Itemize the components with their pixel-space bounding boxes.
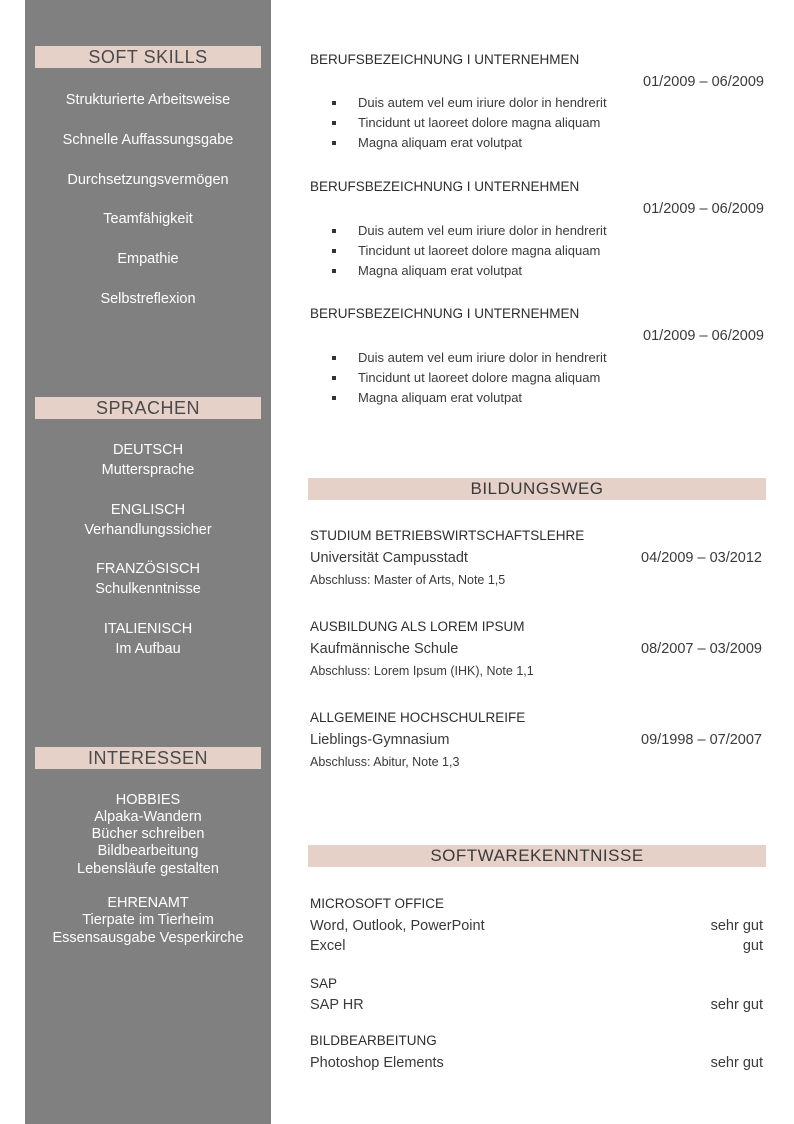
education-date: 09/1998 – 07/2007 (641, 732, 762, 748)
bullet-item: Tincidunt ut laoreet dolore magna aliquam (330, 113, 607, 133)
hobby-item: Bildbearbeitung (97, 843, 199, 859)
education-institution: Universität Campusstadt (310, 550, 468, 566)
interests-heading: INTERESSEN (35, 747, 261, 769)
job-bullets (330, 348, 607, 408)
software-item: Excel (310, 938, 346, 954)
education-date: 08/2007 – 03/2009 (641, 641, 762, 657)
hobbies-label: HOBBIES (115, 792, 181, 808)
software-level: sehr gut (710, 997, 763, 1013)
software-item: SAP HR (310, 997, 364, 1013)
software-heading: SOFTWAREKENNTNISSE (308, 845, 766, 867)
language-level: Schulkenntnisse (95, 581, 201, 597)
education-date: 04/2009 – 03/2012 (641, 550, 762, 566)
bullet-item: Magna aliquam erat volutpat (330, 261, 607, 281)
software-level: sehr gut (710, 1055, 763, 1071)
education-title: STUDIUM BETRIEBSWIRTSCHAFTSLEHRE (310, 528, 585, 543)
sidebar (25, 0, 271, 1124)
bullet-item: Duis autem vel eum iriure dolor in hendrerit (330, 221, 607, 241)
job-title: BERUFSBEZEICHNUNG I UNTERNEHMEN (310, 306, 580, 321)
volunteer-item: Tierpate im Tierheim (82, 912, 214, 928)
soft-skill-item: Schnelle Auffassungsgabe (62, 132, 234, 148)
language-name: ITALIENISCH (103, 621, 193, 637)
software-category: MICROSOFT OFFICE (310, 896, 444, 911)
education-title: ALLGEMEINE HOCHSCHULREIFE (310, 710, 526, 725)
soft-skill-item: Teamfähigkeit (103, 211, 193, 227)
hobby-item: Alpaka-Wandern (94, 809, 202, 825)
software-item: Word, Outlook, PowerPoint (310, 918, 485, 934)
software-category: SAP (310, 976, 338, 991)
bullet-square-icon (332, 101, 336, 105)
bullet-item: Magna aliquam erat volutpat (330, 133, 607, 153)
language-name: DEUTSCH (112, 442, 184, 458)
job-bullets (330, 221, 607, 281)
soft-skill-item: Selbstreflexion (100, 291, 196, 307)
bullet-square-icon (332, 249, 336, 253)
bullet-item: Duis autem vel eum iriure dolor in hendrerit (330, 93, 607, 113)
bullet-square-icon (332, 229, 336, 233)
soft-skills-heading: SOFT SKILLS (35, 46, 261, 68)
soft-skill-item: Durchsetzungsvermögen (67, 172, 229, 188)
bullet-square-icon (332, 356, 336, 360)
bullet-square-icon (332, 121, 336, 125)
job-date: 01/2009 – 06/2009 (643, 74, 764, 90)
education-note: Abschluss: Abitur, Note 1,3 (310, 755, 460, 769)
bullet-square-icon (332, 396, 336, 400)
language-name: FRANZÖSISCH (96, 561, 200, 577)
language-level: Verhandlungssicher (84, 522, 212, 538)
volunteer-label: EHRENAMT (107, 895, 189, 911)
soft-skill-item: Empathie (117, 251, 179, 267)
education-heading: BILDUNGSWEG (308, 478, 766, 500)
bullet-item: Magna aliquam erat volutpat (330, 388, 607, 408)
education-institution: Kaufmännische Schule (310, 641, 459, 657)
bullet-square-icon (332, 376, 336, 380)
volunteer-item: Essensausgabe Vesperkirche (52, 930, 244, 946)
job-title: BERUFSBEZEICHNUNG I UNTERNEHMEN (310, 179, 580, 194)
software-level: sehr gut (710, 918, 763, 934)
language-level: Im Aufbau (115, 641, 181, 657)
bullet-square-icon (332, 269, 336, 273)
job-title: BERUFSBEZEICHNUNG I UNTERNEHMEN (310, 52, 580, 67)
languages-heading: SPRACHEN (35, 397, 261, 419)
bullet-square-icon (332, 141, 336, 145)
language-level: Muttersprache (101, 462, 195, 478)
soft-skill-item: Strukturierte Arbeitsweise (65, 92, 231, 108)
education-note: Abschluss: Lorem Ipsum (IHK), Note 1,1 (310, 664, 534, 678)
education-institution: Lieblings-Gymnasium (310, 732, 450, 748)
software-level: gut (742, 938, 763, 954)
bullet-item: Tincidunt ut laoreet dolore magna aliquam (330, 368, 607, 388)
software-category: BILDBEARBEITUNG (310, 1033, 437, 1048)
language-name: ENGLISCH (110, 502, 186, 518)
education-note: Abschluss: Master of Arts, Note 1,5 (310, 573, 506, 587)
bullet-item: Tincidunt ut laoreet dolore magna aliquam (330, 241, 607, 261)
job-date: 01/2009 – 06/2009 (643, 201, 764, 217)
hobby-item: Lebensläufe gestalten (77, 861, 219, 877)
education-title: AUSBILDUNG ALS LOREM IPSUM (310, 619, 525, 634)
software-item: Photoshop Elements (310, 1055, 444, 1071)
bullet-item: Duis autem vel eum iriure dolor in hendrerit (330, 348, 607, 368)
hobby-item: Bücher schreiben (91, 826, 205, 842)
job-date: 01/2009 – 06/2009 (643, 328, 764, 344)
job-bullets (330, 93, 607, 153)
